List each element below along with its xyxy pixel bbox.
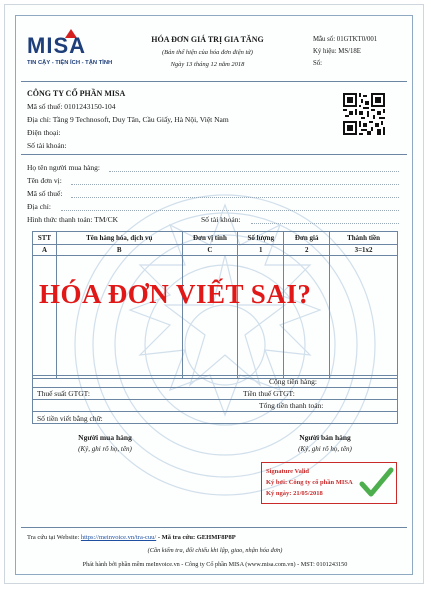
- buyer-address-label: Địa chỉ:: [27, 202, 51, 211]
- invoice-symbol: Ký hiệu: MS/18E: [313, 48, 361, 55]
- seller-phone: Điện thoại:: [27, 128, 61, 137]
- buyer-name-line: [109, 171, 399, 172]
- total-row: [32, 399, 398, 411]
- issuer-line: Phát hành bởi phần mềm meInvoice.vn - Công ty Cổ phần MISA (www.misa.com.vn) - MST: 0101243150: [82, 561, 348, 568]
- buyer-signature-title: Người mua hàng: [78, 433, 132, 442]
- signed-by-label: Ký bởi: Công ty cổ phần MISA: [266, 479, 353, 486]
- col-stt: STT: [33, 232, 57, 245]
- code-unit-price: 2: [284, 245, 330, 256]
- vat-amount-label: Tiền thuế GTGT:: [243, 389, 295, 398]
- code-unit: C: [182, 245, 238, 256]
- invoice-date: Ngày 13 tháng 12 năm 2018: [170, 61, 245, 68]
- qr-code-icon: [343, 93, 385, 135]
- logo-text: MISA: [27, 33, 86, 58]
- buyer-signature-note: (Ký, ghi rõ họ, tên): [78, 445, 132, 453]
- code-item-name: B: [56, 245, 182, 256]
- invoice-page: [4, 4, 424, 584]
- subtotal-label: Cộng tiền hàng:: [269, 377, 317, 386]
- col-quantity: Số lượng: [238, 232, 284, 245]
- lookup-code: - Mã tra cứu: GEHMF8P8P: [157, 534, 236, 541]
- checkmark-icon: [358, 465, 394, 501]
- signed-date-label: Ký ngày: 21/05/2018: [266, 490, 323, 497]
- seller-account: Số tài khoản:: [27, 141, 67, 150]
- buyer-name-label: Họ tên người mua hàng:: [27, 163, 101, 172]
- digital-signature-box: [261, 462, 397, 504]
- seller-signature-note: (Ký, ghi rõ họ, tên): [298, 445, 352, 453]
- code-amount: 3=1x2: [330, 245, 398, 256]
- buyer-tax-line: [71, 197, 399, 198]
- total-label: Tổng tiền thanh toán:: [259, 401, 324, 410]
- code-quantity: 1: [238, 245, 284, 256]
- buyer-account-line: [251, 223, 399, 224]
- signature-valid-label: Signature Valid: [266, 468, 310, 475]
- vat-rate-label: Thuế suất GTGT:: [37, 389, 90, 398]
- form-number: Mẫu số: 01GTKT0/001: [313, 36, 378, 43]
- buyer-account-label: Số tài khoản:: [201, 215, 241, 224]
- footer-divider: [21, 527, 407, 528]
- vat-row: [32, 387, 398, 399]
- lookup-prefix: Tra cứu tại Website:: [27, 534, 80, 541]
- seller-tax-code: Mã số thuế: 0101243150-104: [27, 102, 116, 111]
- misa-logo: [27, 33, 117, 77]
- table-code-row: [33, 245, 398, 256]
- header-divider: [21, 81, 407, 82]
- col-amount: Thành tiền: [330, 232, 398, 245]
- wrong-invoice-overlay: HÓA ĐƠN VIẾT SAI?: [39, 279, 312, 309]
- buyer-address-line: [61, 210, 399, 211]
- invoice-subtitle: (Bản thể hiện của hóa đơn điện tử): [162, 49, 253, 56]
- lookup-line: [27, 533, 236, 542]
- code-stt: A: [33, 245, 57, 256]
- col-item-name: Tên hàng hóa, dịch vụ: [56, 232, 182, 245]
- seller-address: Địa chỉ: Tầng 9 Technosoft, Duy Tân, Cầu Giấy, Hà Nội, Việt Nam: [27, 115, 229, 124]
- payment-method: Hình thức thanh toán: TM/CK: [27, 215, 119, 224]
- table-row: [33, 256, 398, 379]
- col-unit-price: Đơn giá: [284, 232, 330, 245]
- seller-divider: [21, 154, 407, 155]
- amount-in-words-row: [32, 411, 398, 424]
- table-header-row: [33, 232, 398, 245]
- invoice-title: HÓA ĐƠN GIÁ TRỊ GIA TĂNG: [151, 35, 264, 44]
- logo-tagline: TIN CẬY - TIỆN ÍCH - TẬN TÌNH: [27, 60, 113, 66]
- lookup-link[interactable]: https://meinvoice.vn/tra-cuu/: [80, 534, 157, 541]
- seller-name: CÔNG TY CỔ PHẦN MISA: [27, 89, 126, 98]
- buyer-tax-label: Mã số thuế:: [27, 189, 63, 198]
- footer-note: (Cần kiểm tra, đối chiếu khi lập, giao, nhận hóa đơn): [147, 547, 283, 554]
- buyer-unit-label: Tên đơn vị:: [27, 176, 62, 185]
- col-unit: Đơn vị tính: [182, 232, 238, 245]
- seller-signature-title: Người bán hàng: [299, 433, 351, 442]
- amount-in-words-label: Số tiền viết bằng chữ:: [37, 414, 103, 423]
- buyer-unit-line: [71, 184, 399, 185]
- subtotal-row: [32, 375, 398, 387]
- invoice-number: Số:: [313, 60, 323, 67]
